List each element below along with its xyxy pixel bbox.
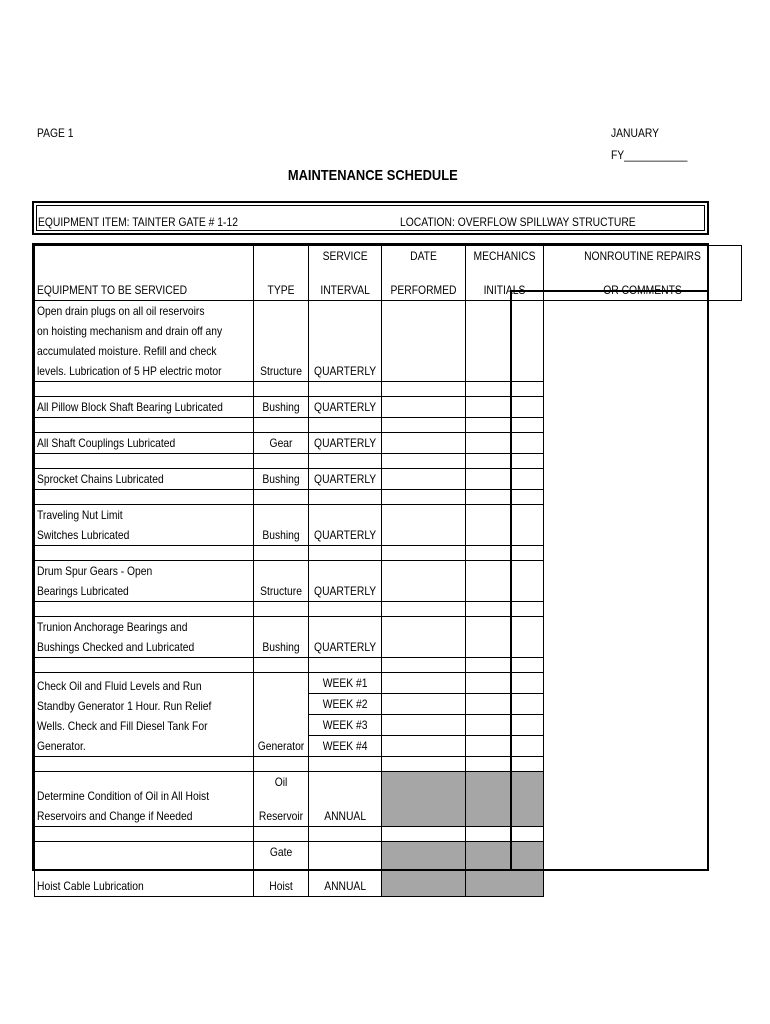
interval-cell: QUARTERLY [309,397,382,418]
date-performed-cell[interactable] [382,505,466,546]
equipment-cell: Check Oil and Fluid Levels and Run Standby Generator 1 Hour. Run Relief Wells. Check and Fill Diesel Tank For Generator. [35,673,254,757]
column-header-mechanics: MECHANICS INITIALS [466,246,544,301]
equipment-info-box [32,201,709,235]
location-label: LOCATION: OVERFLOW SPILLWAY STRUCTURE [400,215,636,229]
mechanics-initials-cell[interactable] [466,561,544,602]
equipment-cell: All Shaft Couplings Lubricated [35,433,254,454]
fiscal-year-field: FY___________ [611,148,688,162]
date-performed-cell[interactable] [382,397,466,418]
equipment-cell: Determine Condition of Oil in All Hoist Reservoirs and Change if Needed [35,772,254,827]
date-performed-cell[interactable] [382,694,466,715]
comments-cell[interactable] [544,301,742,897]
interval-cell: QUARTERLY [309,469,382,490]
date-performed-cell-shaded [382,772,466,827]
column-header-equipment: EQUIPMENT TO BE SERVICED [35,246,254,301]
date-performed-cell[interactable] [382,301,466,382]
interval-cell: QUARTERLY [309,301,382,382]
equipment-cell: All Pillow Block Shaft Bearing Lubricated [35,397,254,418]
mechanics-initials-cell[interactable] [466,673,544,694]
date-performed-cell[interactable] [382,736,466,757]
interval-cell: QUARTERLY [309,505,382,546]
mechanics-initials-cell[interactable] [466,397,544,418]
interval-cell-week-1: WEEK #1 [309,673,382,694]
interval-cell: ANNUAL [309,842,382,897]
date-performed-cell[interactable] [382,561,466,602]
column-header-date: DATE PERFORMED [382,246,466,301]
equipment-cell: Sprocket Chains Lubricated [35,469,254,490]
equipment-cell: Trunion Anchorage Bearings and Bushings Checked and Lubricated [35,617,254,658]
column-header-type: TYPE [254,246,309,301]
type-cell: Bushing [254,617,309,658]
column-header-interval: SERVICE INTERVAL [309,246,382,301]
interval-cell: QUARTERLY [309,561,382,602]
equipment-cell: Hoist Cable Lubrication [35,842,254,897]
mechanics-initials-cell[interactable] [466,301,544,382]
type-cell: Bushing [254,397,309,418]
interval-cell-week-3: WEEK #3 [309,715,382,736]
mechanics-initials-cell[interactable] [466,736,544,757]
table-header-row [35,246,742,301]
type-cell: Generator [254,673,309,757]
maintenance-table [34,245,742,897]
type-cell: Structure [254,301,309,382]
interval-cell: QUARTERLY [309,617,382,658]
date-performed-cell-shaded [382,842,466,897]
page-title: MAINTENANCE SCHEDULE [288,167,458,184]
mechanics-initials-cell[interactable] [466,433,544,454]
interval-cell-week-2: WEEK #2 [309,694,382,715]
mechanics-initials-cell[interactable] [466,505,544,546]
interval-cell-week-4: WEEK #4 [309,736,382,757]
page-number: PAGE 1 [37,126,74,140]
mechanics-initials-cell[interactable] [466,694,544,715]
type-cell: Oil Reservoir [254,772,309,827]
month-label: JANUARY [611,126,659,140]
equipment-cell: Drum Spur Gears - Open Bearings Lubricated [35,561,254,602]
date-performed-cell[interactable] [382,715,466,736]
mechanics-initials-cell[interactable] [466,469,544,490]
date-performed-cell[interactable] [382,469,466,490]
type-cell: Gate Hoist [254,842,309,897]
interval-cell: ANNUAL [309,772,382,827]
equipment-cell: Traveling Nut Limit Switches Lubricated [35,505,254,546]
date-performed-cell[interactable] [382,617,466,658]
table-row [35,301,742,382]
mechanics-initials-cell[interactable] [466,715,544,736]
date-performed-cell[interactable] [382,673,466,694]
interval-cell: QUARTERLY [309,433,382,454]
type-cell: Structure [254,561,309,602]
mechanics-initials-cell-shaded [466,842,544,897]
date-performed-cell[interactable] [382,433,466,454]
type-cell: Bushing [254,469,309,490]
mechanics-initials-cell-shaded [466,772,544,827]
column-header-comments: NONROUTINE REPAIRS OR COMMENTS [544,246,742,301]
equipment-cell: Open drain plugs on all oil reservoirs on hoisting mechanism and drain off any accumulated moisture. Refill and check levels. Lubrication of 5 HP electric motor [35,301,254,382]
type-cell: Bushing [254,505,309,546]
mechanics-initials-cell[interactable] [466,617,544,658]
type-cell: Gear [254,433,309,454]
equipment-item-label: EQUIPMENT ITEM: TAINTER GATE # 1-12 [38,215,238,229]
